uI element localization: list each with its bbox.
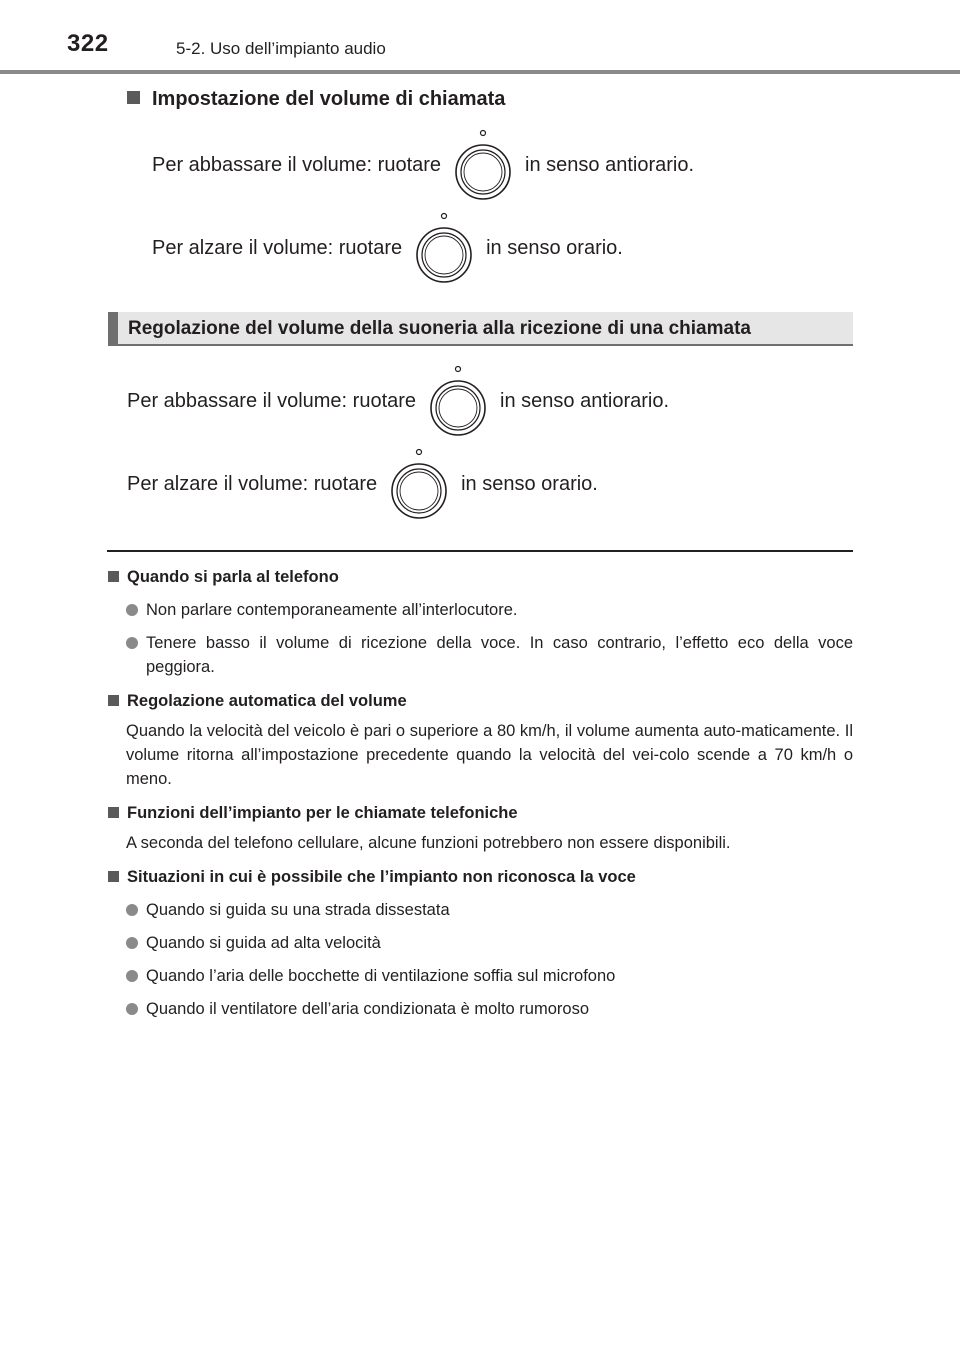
note-heading-functions-text: Funzioni dell’impianto per le chiamate telefoniche <box>127 804 518 822</box>
round-bullet-icon <box>126 637 138 649</box>
note-heading-auto-volume-text: Regolazione automatica del volume <box>127 692 407 710</box>
round-bullet-icon <box>126 970 138 982</box>
square-bullet-icon <box>108 807 119 818</box>
notes-divider <box>107 550 853 552</box>
volume-knob-icon <box>449 125 517 205</box>
volume-knob-icon <box>424 361 492 441</box>
call-volume-heading-text: Impostazione del volume di chiamata <box>152 88 506 110</box>
ringer-decrease-text-after: in senso antiorario. <box>500 389 670 412</box>
round-bullet-icon <box>126 937 138 949</box>
list-item-text: Quando il ventilatore dell’aria condizionata è molto rumoroso <box>146 1000 589 1018</box>
list-item <box>108 997 853 1021</box>
ringer-increase-line <box>127 444 598 524</box>
note-text-functions: A seconda del telefono cellulare, alcune funzioni potrebbero non essere disponibili. <box>126 834 731 852</box>
list-item-text: Tenere basso il volume di ricezione della voce. In caso contrario, l’effetto eco della voce peggiora. <box>146 634 853 676</box>
ringer-decrease-text-before: Per abbassare il volume: ruotare <box>127 389 417 412</box>
call-volume-increase-line <box>152 208 623 288</box>
list-item <box>108 964 853 988</box>
volume-knob-icon <box>385 444 453 524</box>
note-text-auto-volume: Quando la velocità del veicolo è pari o superiore a 80 km/h, il volume aumenta auto-maticamente. Il volume ritorna all’impostazione precedente quando la velocità del vei-colo scende a 70 km/h o meno. <box>126 722 853 788</box>
header-rule <box>0 70 960 74</box>
round-bullet-icon <box>126 904 138 916</box>
ringer-increase-text-before: Per alzare il volume: ruotare <box>127 472 378 495</box>
square-bullet-icon <box>108 871 119 882</box>
square-bullet-icon <box>127 91 140 104</box>
square-bullet-icon <box>108 695 119 706</box>
volume-knob-icon <box>410 208 478 288</box>
note-heading-auto-volume <box>108 689 853 713</box>
page-number: 322 <box>67 30 109 57</box>
call-volume-decrease-line <box>152 125 694 205</box>
square-bullet-icon <box>108 571 119 582</box>
call-volume-heading <box>127 88 505 111</box>
page-header <box>0 0 960 80</box>
list-item <box>108 631 853 679</box>
call-decrease-text-before: Per abbassare il volume: ruotare <box>152 153 442 176</box>
ringer-decrease-line <box>127 361 669 441</box>
list-item-text: Quando si guida ad alta velocità <box>146 934 381 952</box>
list-item-text: Quando si guida su una strada dissestata <box>146 901 450 919</box>
list-item <box>108 598 853 622</box>
notes-block <box>108 565 853 1021</box>
note-heading-recognition <box>108 865 853 889</box>
ringer-increase-text-after: in senso orario. <box>461 472 598 495</box>
list-item <box>108 898 853 922</box>
list-item <box>108 931 853 955</box>
note-heading-phone-text: Quando si parla al telefono <box>127 568 339 586</box>
note-heading-phone <box>108 565 853 589</box>
list-item-text: Quando l’aria delle bocchette di ventilazione soffia sul microfono <box>146 967 616 985</box>
call-increase-text-before: Per alzare il volume: ruotare <box>152 236 403 259</box>
ringer-section-bar <box>108 312 853 346</box>
chapter-title: 5-2. Uso dell’impianto audio <box>176 39 386 58</box>
round-bullet-icon <box>126 1003 138 1015</box>
ringer-section-title: Regolazione del volume della suoneria alla ricezione di una chiamata <box>128 318 751 339</box>
call-decrease-text-after: in senso antiorario. <box>525 153 695 176</box>
list-item-text: Non parlare contemporaneamente all’interlocutore. <box>146 601 518 619</box>
note-heading-functions <box>108 801 853 825</box>
call-increase-text-after: in senso orario. <box>486 236 623 259</box>
round-bullet-icon <box>126 604 138 616</box>
note-heading-recognition-text: Situazioni in cui è possibile che l’impianto non riconosca la voce <box>127 868 636 886</box>
